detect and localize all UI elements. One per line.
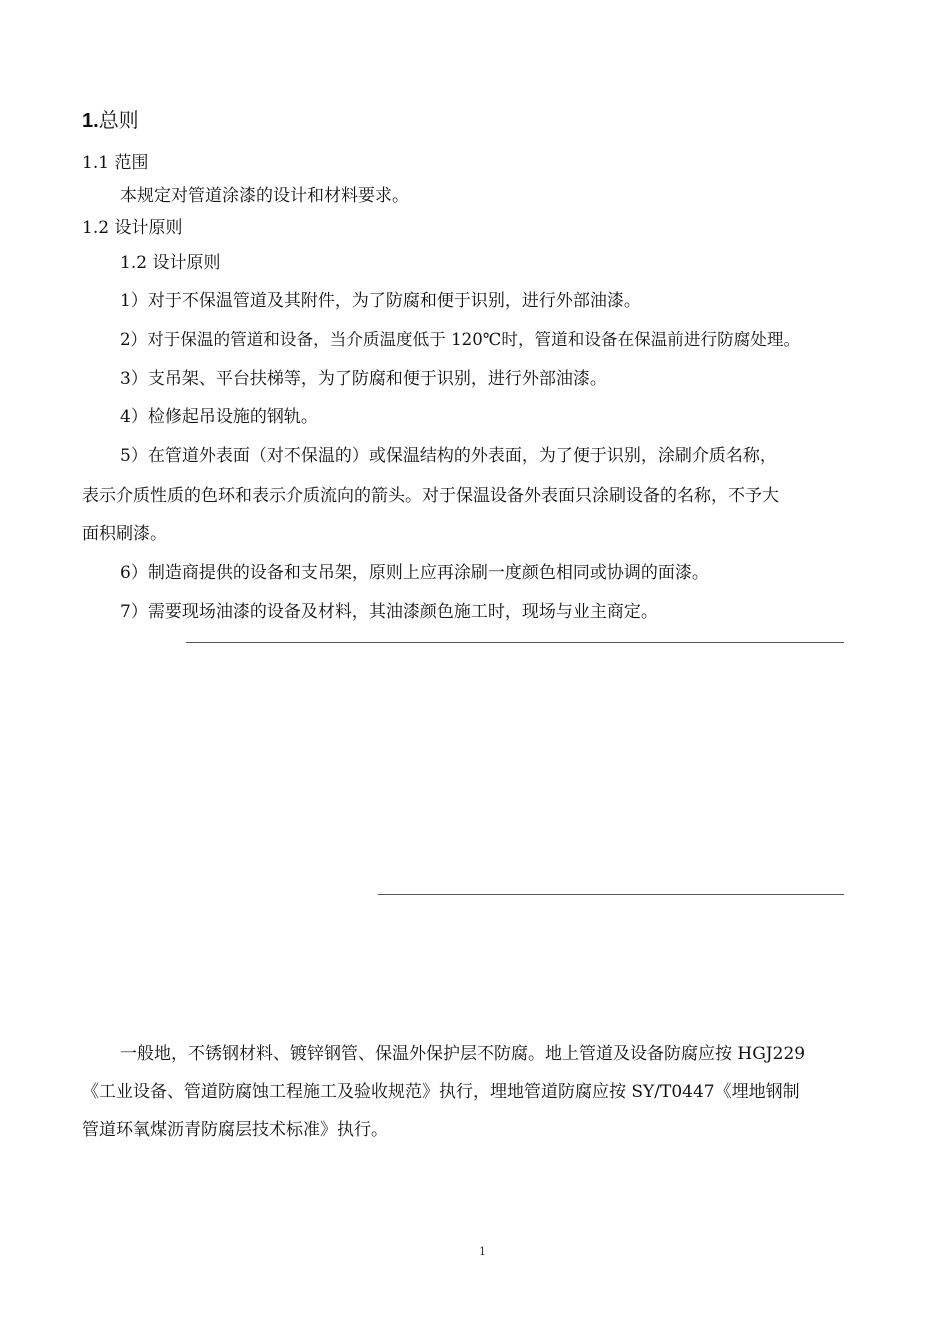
principle-subheading: 1.2 设计原则 xyxy=(120,253,221,273)
closing-line-3: 管道环氧煤沥青防腐层技术标准》执行。 xyxy=(82,1120,388,1140)
principle-heading: 1.2 设计原则 xyxy=(82,218,183,238)
list-item-5-line-2: 表示介质性质的色环和表示介质流向的箭头。对于保温设备外表面只涂刷设备的名称，不予大 xyxy=(82,486,779,506)
closing-line-1: 一般地，不锈钢材料、镀锌钢管、保温外保护层不防腐。地上管道及设备防腐应按 HGJ229 xyxy=(120,1044,806,1064)
heading-title: 总则 xyxy=(98,110,139,132)
list-item-5-line-3: 面积刷漆。 xyxy=(82,524,167,544)
list-item: 6）制造商提供的设备和支吊架，原则上应再涂刷一度颜色相同或协调的面漆。 xyxy=(120,563,709,583)
heading-number: 1. xyxy=(82,110,99,132)
list-item: 1）对于不保温管道及其附件，为了防腐和便于识别，进行外部油漆。 xyxy=(120,291,641,311)
list-item: 4）检修起吊设施的钢轨。 xyxy=(120,407,318,427)
divider-rule xyxy=(186,642,844,643)
closing-line-2: 《工业设备、管道防腐蚀工程施工及验收规范》执行，埋地管道防腐应按 SY/T0447《埋地钢制 xyxy=(82,1082,800,1102)
scope-text: 本规定对管道涂漆的设计和材料要求。 xyxy=(120,186,409,206)
scope-heading: 1.1 范围 xyxy=(82,153,149,173)
list-item: 3）支吊架、平台扶梯等，为了防腐和便于识别，进行外部油漆。 xyxy=(120,369,607,389)
list-item: 7）需要现场油漆的设备及材料，其油漆颜色施工时，现场与业主商定。 xyxy=(120,602,658,622)
list-item: 2）对于保温的管道和设备，当介质温度低于 120℃时，管道和设备在保温前进行防腐处理。 xyxy=(120,330,801,349)
divider-rule xyxy=(378,894,844,895)
page-number: 1 xyxy=(479,1245,486,1258)
section-heading xyxy=(82,108,139,134)
list-item-5-line-1: 5）在管道外表面（对不保温的）或保温结构的外表面，为了便于识别，涂刷介质名称， xyxy=(120,446,777,466)
